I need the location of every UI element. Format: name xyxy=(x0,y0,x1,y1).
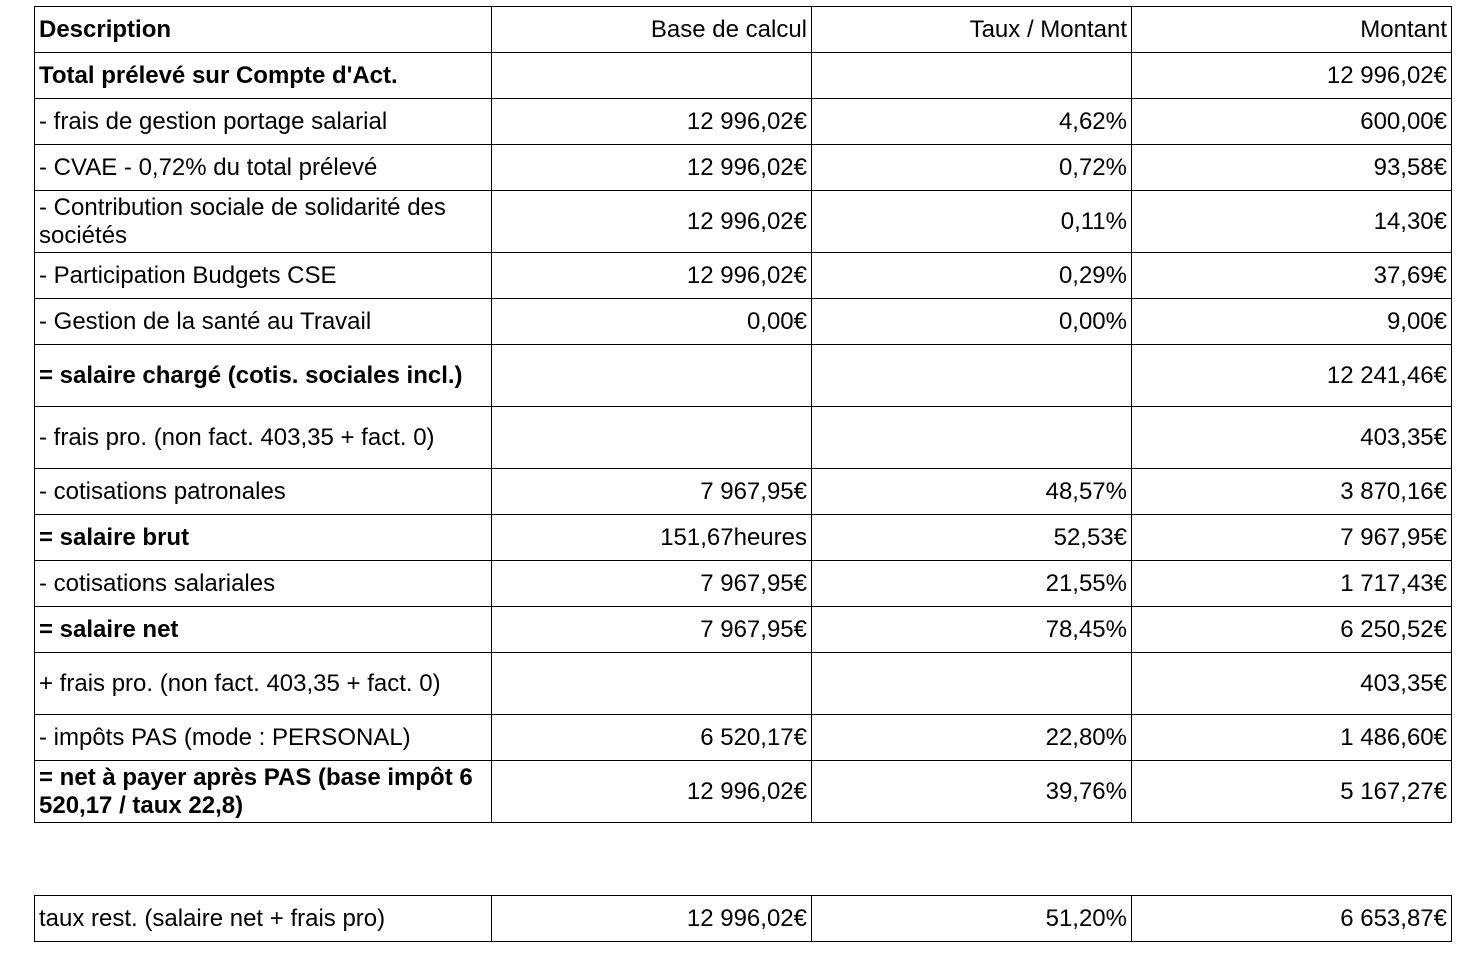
row-rate: 0,29% xyxy=(812,253,1132,299)
row-rate xyxy=(812,653,1132,715)
table-row xyxy=(35,145,1452,191)
row-label: - frais de gestion portage salarial xyxy=(35,99,492,145)
table-header-row xyxy=(35,7,1452,53)
table-row xyxy=(35,561,1452,607)
row-base: 7 967,95€ xyxy=(492,561,812,607)
row-amount: 12 996,02€ xyxy=(1132,53,1452,99)
row-amount: 5 167,27€ xyxy=(1132,761,1452,823)
row-amount: 93,58€ xyxy=(1132,145,1452,191)
row-rate: 52,53€ xyxy=(812,515,1132,561)
row-amount: 1 717,43€ xyxy=(1132,561,1452,607)
row-base xyxy=(492,653,812,715)
summary-row xyxy=(35,896,1452,942)
table-row xyxy=(35,607,1452,653)
row-base: 151,67heures xyxy=(492,515,812,561)
row-amount: 1 486,60€ xyxy=(1132,715,1452,761)
row-rate xyxy=(812,345,1132,407)
row-amount: 9,00€ xyxy=(1132,299,1452,345)
row-amount: 403,35€ xyxy=(1132,653,1452,715)
row-rate: 0,00% xyxy=(812,299,1132,345)
row-label: - CVAE - 0,72% du total prélevé xyxy=(35,145,492,191)
row-rate: 21,55% xyxy=(812,561,1132,607)
row-rate xyxy=(812,53,1132,99)
row-label: - cotisations patronales xyxy=(35,469,492,515)
summary-base: 12 996,02€ xyxy=(492,896,812,942)
row-base: 7 967,95€ xyxy=(492,607,812,653)
row-rate: 0,72% xyxy=(812,145,1132,191)
row-rate: 4,62% xyxy=(812,99,1132,145)
row-amount: 403,35€ xyxy=(1132,407,1452,469)
summary-rate: 51,20% xyxy=(812,896,1132,942)
row-label: = salaire brut xyxy=(35,515,492,561)
row-rate: 0,11% xyxy=(812,191,1132,253)
row-label: - Participation Budgets CSE xyxy=(35,253,492,299)
summary-amount: 6 653,87€ xyxy=(1132,896,1452,942)
table-row xyxy=(35,515,1452,561)
row-label: - cotisations salariales xyxy=(35,561,492,607)
row-amount: 600,00€ xyxy=(1132,99,1452,145)
row-base: 6 520,17€ xyxy=(492,715,812,761)
payroll-breakdown-table xyxy=(34,6,1452,823)
row-label: - impôts PAS (mode : PERSONAL) xyxy=(35,715,492,761)
table-row xyxy=(35,253,1452,299)
row-rate: 22,80% xyxy=(812,715,1132,761)
table-row xyxy=(35,99,1452,145)
table-row xyxy=(35,407,1452,469)
row-label: - frais pro. (non fact. 403,35 + fact. 0) xyxy=(35,407,492,469)
row-base xyxy=(492,53,812,99)
row-base: 12 996,02€ xyxy=(492,99,812,145)
table-row xyxy=(35,345,1452,407)
header-rate: Taux / Montant xyxy=(812,7,1132,53)
row-base: 12 996,02€ xyxy=(492,761,812,823)
row-base: 12 996,02€ xyxy=(492,145,812,191)
row-rate: 78,45% xyxy=(812,607,1132,653)
row-base: 12 996,02€ xyxy=(492,191,812,253)
table-row xyxy=(35,53,1452,99)
row-base: 12 996,02€ xyxy=(492,253,812,299)
row-label: Total prélevé sur Compte d'Act. xyxy=(35,53,492,99)
row-label: = salaire net xyxy=(35,607,492,653)
row-label: = net à payer après PAS (base impôt 6 520,17 / taux 22,8) xyxy=(35,761,492,823)
row-base xyxy=(492,345,812,407)
header-amount: Montant xyxy=(1132,7,1452,53)
header-base: Base de calcul xyxy=(492,7,812,53)
row-amount: 12 241,46€ xyxy=(1132,345,1452,407)
table-row xyxy=(35,469,1452,515)
row-label: - Gestion de la santé au Travail xyxy=(35,299,492,345)
row-base: 0,00€ xyxy=(492,299,812,345)
row-amount: 3 870,16€ xyxy=(1132,469,1452,515)
table-row xyxy=(35,715,1452,761)
row-label: - Contribution sociale de solidarité des sociétés xyxy=(35,191,492,253)
row-base xyxy=(492,407,812,469)
table-row xyxy=(35,299,1452,345)
summary-table xyxy=(34,895,1452,942)
summary-label: taux rest. (salaire net + frais pro) xyxy=(35,896,492,942)
table-row xyxy=(35,653,1452,715)
row-rate: 48,57% xyxy=(812,469,1132,515)
row-base: 7 967,95€ xyxy=(492,469,812,515)
header-description: Description xyxy=(35,7,492,53)
table-row xyxy=(35,191,1452,253)
table-row xyxy=(35,761,1452,823)
row-rate xyxy=(812,407,1132,469)
row-amount: 7 967,95€ xyxy=(1132,515,1452,561)
row-label: + frais pro. (non fact. 403,35 + fact. 0) xyxy=(35,653,492,715)
row-amount: 37,69€ xyxy=(1132,253,1452,299)
row-rate: 39,76% xyxy=(812,761,1132,823)
table-body xyxy=(35,53,1452,823)
row-amount: 14,30€ xyxy=(1132,191,1452,253)
row-amount: 6 250,52€ xyxy=(1132,607,1452,653)
row-label: = salaire chargé (cotis. sociales incl.) xyxy=(35,345,492,407)
